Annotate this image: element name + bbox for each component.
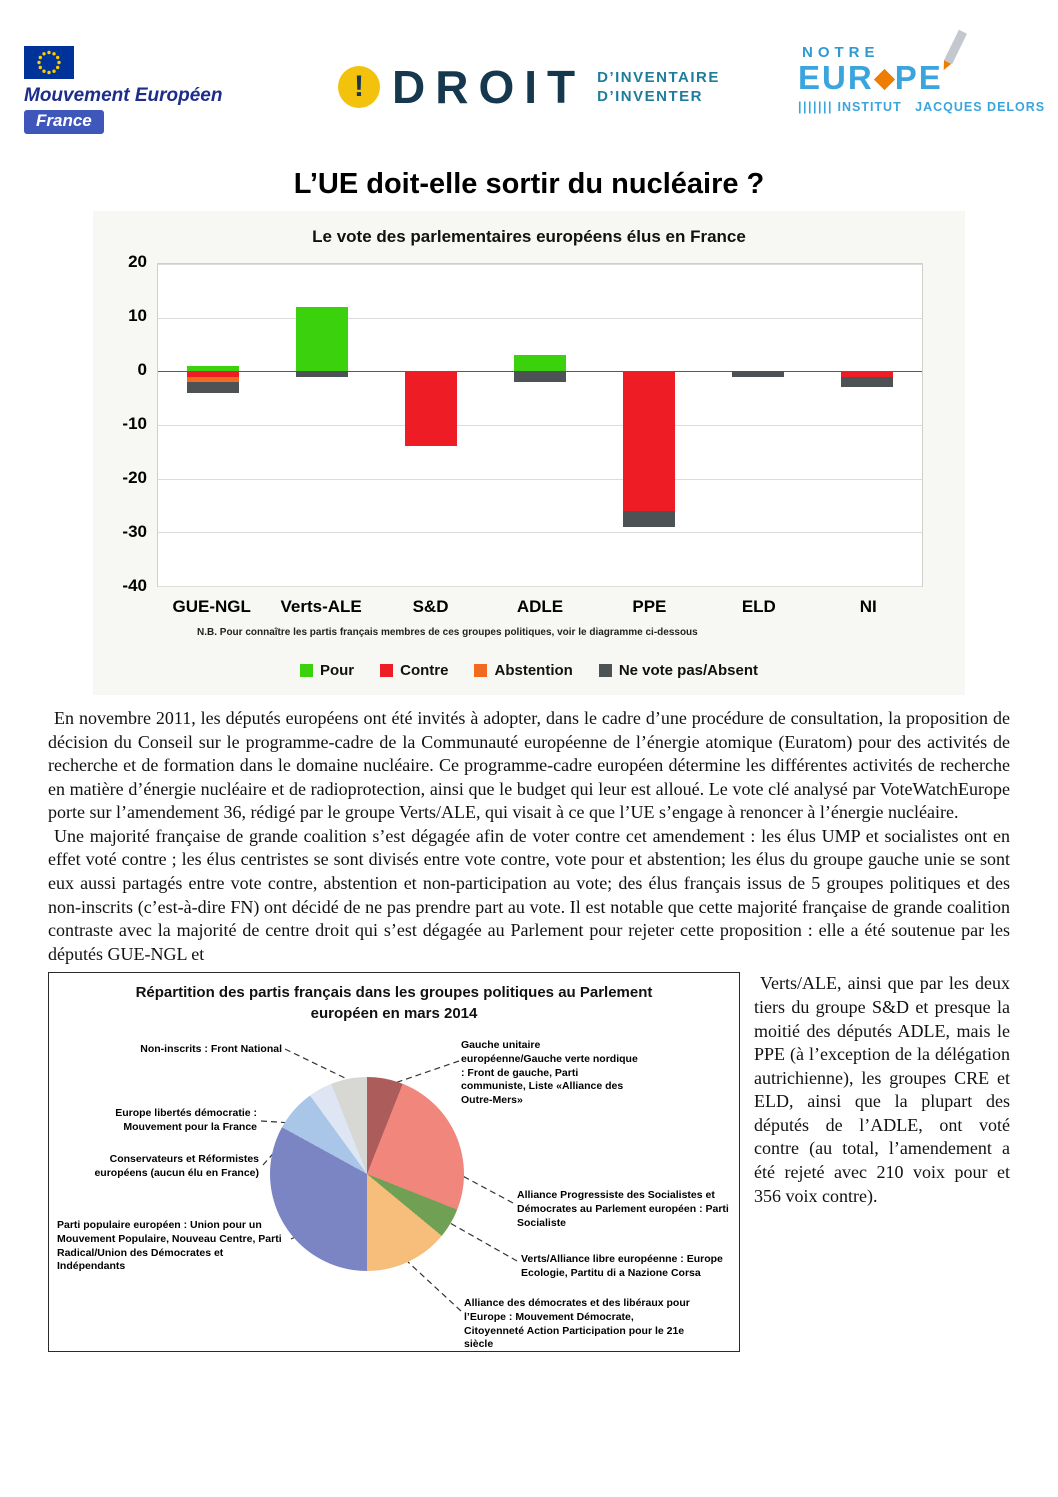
droit-wordmark: DROIT [392,61,586,113]
gridline [158,425,922,426]
europe-wordmark-left: EUR [798,59,874,96]
category-label-verts-ale: Verts-ALE [280,597,362,616]
bar-segment-adle-ne-vote-pas-absent [514,371,566,382]
pie-chart [270,1077,464,1271]
legend-swatch-contre [380,664,393,677]
leader-line [408,1262,461,1311]
category-label-ppe: PPE [632,597,667,616]
gridline [158,479,922,480]
jacques-delors-label: JACQUES DELORS [915,99,1046,114]
y-tick-label: 0 [137,360,147,379]
legend-item-pour [300,662,354,679]
y-tick-label: -40 [122,576,147,595]
exclamation-icon: ! [338,66,380,108]
bar-segment-s-d-contre [405,371,457,446]
pie-label-ppe: Parti populaire européen : Union pour un Mouvement Populaire, Nouveau Centre, Parti Radical/Union des Démocrates et Indépendants [57,1219,282,1273]
legend-label: Abstention [494,662,573,679]
right-text-column [754,972,1010,1208]
gridline [158,264,922,265]
pie-label-non-inscrits: Non-inscrits : Front National [140,1043,282,1056]
chart-legend [93,662,965,679]
pie-label-gue-ngl: Gauche unitaire européenne/Gauche verte nordique : Front de gauche, Parti communiste, Liste «Alliance des Outre-Mers» [461,1039,638,1106]
body-text [48,707,1010,1352]
bar-chart-title: Le vote des parlementaires européens élus en France [312,227,746,246]
gridline [158,318,922,319]
orange-diamond-icon [874,69,895,90]
bar-chart-panel [93,211,965,695]
legend-swatch-ne-vote-pas-absent [599,664,612,677]
droit-tagline-2: D’INVENTER [597,88,703,105]
bar-segment-eld-ne-vote-pas-absent [732,371,784,376]
notre-label: NOTRE [802,44,880,61]
leader-line [450,1223,517,1261]
y-tick-label: -30 [122,522,147,541]
logo-notre-europe [798,44,1046,114]
category-label-gue-ngl: GUE-NGL [172,597,251,616]
pie-chart-title: Répartition des partis français dans les groupes politiques au Parlement européen en mars 2014 [135,984,653,1022]
legend-swatch-abstention [474,664,487,677]
logo-mouvement-europeen [24,46,222,134]
pie-label-adle: Alliance des démocrates et des libéraux pour l’Europe : Mouvement Démocrate, Citoyenneté Action Participation pour le 21e siècle [464,1297,690,1351]
bar-segment-verts-ale-pour [296,307,348,371]
bar-ylabels [93,252,157,595]
legend-swatch-pour [300,664,313,677]
leader-line [285,1049,347,1079]
bar-chart [93,252,965,595]
pie-chart-box [48,972,740,1352]
droit-tagline-1: D’INVENTAIRE [597,69,720,86]
mouvement-europeen-label: Mouvement Européen [24,85,223,106]
europe-wordmark-right: PE [894,59,943,96]
paragraph-1: En novembre 2011, les députés européens ont été invités à adopter, dans le cadre d’une procédure de consultation, la proposition de décision du Conseil sur le programme-cadre de la Communauté européenne de l’énergie atomique (Euratom) pour des activités de recherche et de formation dans le domaine nucléaire. Ce programme-cadre européen détermine les différentes activités de recherche en matière d’énergie nucléaire et de radioprotection, ainsi que le budget qui leur est alloué. Le vote clé analysé par VoteWatchEurope porte sur l’amendement 36, rédigé par le groupe Verts/ALE, qui visait à ce que l’UE s’engage à renoncer à l’énergie nucléaire. [48,708,1010,823]
legend-label: Contre [400,662,449,679]
pie-label-cre: Conservateurs et Réformistes européens (aucun élu en France) [94,1153,259,1179]
chart-note: N.B. Pour connaître les partis français membres de ces groupes politiques, voir le diagramme ci-dessous [197,627,698,638]
bars-icon: ||||||| [798,99,833,114]
category-label-ni: NI [859,597,877,616]
category-label-s-d: S&D [412,597,449,616]
legend-label: Ne vote pas/Absent [618,662,759,679]
paragraph-2: Une majorité française de grande coalition s’est dégagée afin de voter contre cet amendement : les élus UMP et socialistes ont en effet voté contre ; les élus centristes se sont divisés entre vote contre, vote pour et abstention; les élus du groupe gauche unie se sont eux aussi partagés entre vote contre, abstention et non-participation au vote; des élus français issus de 5 groupes politiques et des non-inscrits (c’est-à-dire FN) ont décidé de ne pas prendre part au vote. Il est notable que cette majorité française de grande coalition contraste avec la majorité de centre droit qui s’est dégagée au Parlement pour rejeter cette proposition : elle a été soutenue par les députés GUE-NGL et [48,825,1010,964]
y-tick-label: -10 [122,414,147,433]
bar-segment-ppe-ne-vote-pas-absent [623,511,675,527]
europe-wordmark [798,61,1028,96]
bar-segment-ni-ne-vote-pas-absent [841,377,893,388]
institut-line [798,99,1046,114]
eu-flag-icon [24,46,74,79]
legend-label: Pour [319,662,355,679]
pie-label-sd: Alliance Progressiste des Socialistes et Démocrates au Parlement européen : Parti Socialiste [517,1189,729,1229]
legend-item-abstention [474,662,572,679]
bar-segment-adle-pour [514,355,566,371]
bar-plot [157,263,923,587]
y-tick-label: 20 [128,252,147,271]
logo-droit-inventaire [338,60,720,114]
page-title: L’UE doit-elle sortir du nucléaire ? [293,168,765,200]
gridline [158,586,922,587]
bar-segment-gue-ngl-ne-vote-pas-absent [187,382,239,393]
paragraph-3: Verts/ALE, ainsi que par les deux tiers du groupe S&D et presque la moitié des députés ADLE, mais le PPE (à l’exception de la délégation autrichienne), les groupes CRE et ELD, ainsi que la plupart des députés de l’ADLE, ont voté contre (au total, l’amendement a été rejeté avec 210 voix pour et 356 voix contre). [754,973,1010,1206]
gridline [158,532,922,533]
bar-segment-verts-ale-ne-vote-pas-absent [296,371,348,376]
category-label-adle: ADLE [516,597,564,616]
bar-segment-ppe-contre [623,371,675,511]
legend-item-contre [380,662,448,679]
category-label-eld: ELD [741,597,776,616]
droit-taglines [597,69,720,105]
france-label: France [24,110,104,134]
legend-item-ne-vote-pas-absent [599,662,758,679]
pie-label-eld: Europe libertés démocratie : Mouvement pour la France [115,1107,257,1133]
masthead [0,0,1058,150]
y-tick-label: -20 [122,468,147,487]
y-tick-label: 10 [128,306,147,325]
pie-and-column-row [48,972,1010,1352]
bar-categories [157,597,923,617]
institut-label: INSTITUT [837,99,902,114]
leader-line [457,1173,513,1203]
pie-label-verts-ale: Verts/Alliance libre européenne : Europe Ecologie, Partitu di a Nazione Corsa [521,1253,723,1279]
